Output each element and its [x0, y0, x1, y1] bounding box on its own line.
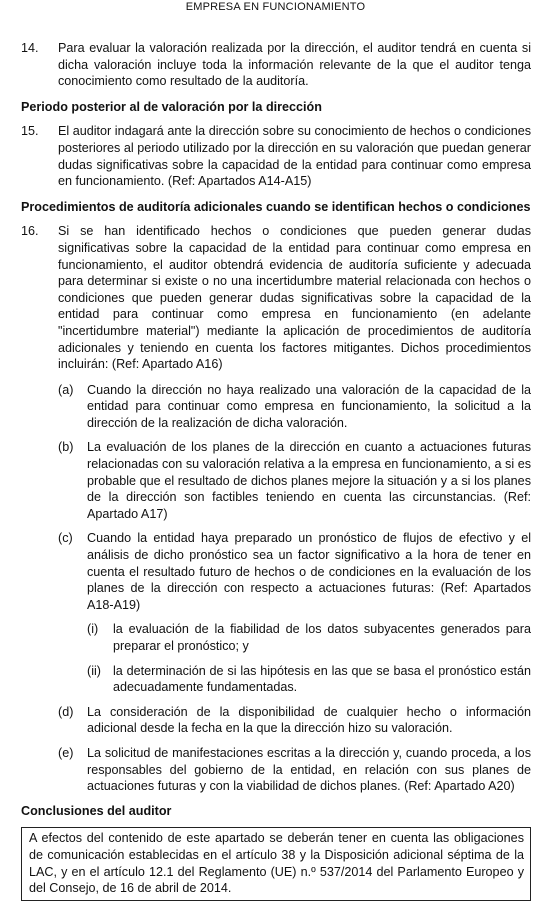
boxed-note: A efectos del contenido de este apartado se deberán tener en cuenta las obligaciones de comunicación establecidas en el artículo 38 y la Disposición adicional séptima de la LAC, y en el artículo 12.1 del Reglamento (UE) n.º 537/2014 del Parlamento Europeo y del Consejo, de 16 de abril de 2014. — [21, 827, 531, 900]
list-item-c-i — [87, 621, 531, 654]
document-body — [21, 40, 531, 901]
list-item-marker: (d) — [58, 704, 74, 719]
list-item-a — [58, 382, 531, 432]
paragraph-text: Si se han identificado hechos o condiciones que pueden generar dudas significativas sobre la capacidad de la entidad para continuar como empresa en funcionamiento, el auditor obtendrá evidencia de auditoría suficiente y adecuada para determinar si existe o no una incertidumbre material relacionada con hechos o condiciones que pueden generar dudas significativas sobre la capacidad de la entidad para continuar como empresa en funcionamiento (en adelante "incertidumbre material") mediante la aplicación de procedimientos de auditoría adicionales y teniendo en cuenta los factores mitigantes. Dichos procedimientos incluirán: (Ref: Apartado A16) — [58, 224, 531, 372]
list-item-text: La solicitud de manifestaciones escritas a la dirección y, cuando proceda, a los responsables del gobierno de la entidad, en relación con sus planes de actuaciones futuras y con la viabilidad de dichos planes. (Ref: Apartado A20) — [87, 745, 531, 794]
section-heading-procedimientos: Procedimientos de auditoría adicionales cuando se identifican hechos o condiciones — [21, 199, 531, 214]
paragraph-number: 16. — [21, 224, 39, 239]
running-header: EMPRESA EN FUNCIONAMIENTO — [185, 1, 366, 13]
list-item-c-ii — [87, 663, 531, 696]
list-item-marker: (a) — [58, 382, 74, 397]
list-item-text: la determinación de si las hipótesis en las que se basa el pronóstico están adecuadamente fundamentadas. — [113, 663, 531, 695]
section-heading-periodo-posterior: Periodo posterior al de valoración por la dirección — [21, 99, 322, 114]
list-item-c — [58, 530, 531, 613]
paragraph-number: 14. — [21, 41, 39, 55]
list-item-marker: (b) — [58, 440, 74, 455]
list-item-d — [58, 704, 531, 737]
list-item-e — [58, 745, 531, 795]
paragraph-text: Para evaluar la valoración realizada por la dirección, el auditor tendrá en cuenta si dicha valoración incluye toda la información relevante de la que el auditor tenga conocimiento como resultado de la auditoría. — [58, 41, 531, 89]
paragraph-number: 15. — [21, 124, 39, 139]
list-item-text: La evaluación de los planes de la dirección en cuanto a actuaciones futuras relacionadas con su valoración relativa a la empresa en funcionamiento, a si es probable que el resultado de dichos planes mejore la situación y a si los planes de la dirección son factibles teniendo en cuenta las circunstancias. (Ref: Apartado A17) — [87, 440, 531, 521]
list-item-text: Cuando la dirección no haya realizado una valoración de la capacidad de la entidad para continuar como empresa en funcionamiento, la solicitud a la dirección de la realización de dicha valoración. — [87, 382, 531, 430]
list-item-marker: (c) — [58, 531, 73, 546]
section-heading-conclusiones: Conclusiones del auditor — [21, 803, 172, 818]
paragraph-14 — [21, 40, 531, 90]
list-item-text: la evaluación de la fiabilidad de los datos subyacentes generados para preparar el pronóstico; y — [113, 622, 531, 653]
list-item-marker: (e) — [58, 745, 74, 760]
paragraph-15 — [21, 123, 531, 189]
list-item-b — [58, 439, 531, 522]
list-item-text: La consideración de la disponibilidad de cualquier hecho o información adicional desde la fecha en la que la dirección hizo su valoración. — [87, 704, 531, 736]
list-item-text: Cuando la entidad haya preparado un pronóstico de flujos de efectivo y el análisis de dicho pronóstico sea un factor significativo a la hora de tener en cuenta el resultado futuro de hechos o de condiciones en la evaluación de los planes de la dirección con respecto a actuaciones futuras: (Ref: Apartados A18-A19) — [87, 531, 531, 612]
list-item-marker: (ii) — [87, 663, 101, 678]
paragraph-text: El auditor indagará ante la dirección sobre su conocimiento de hechos o condiciones posteriores al periodo utilizado por la dirección en su valoración que puedan generar dudas significativas sobre la capacidad de la entidad para continuar como empresa en funcionamiento. (Ref: Apartados A14-A15) — [58, 124, 531, 189]
paragraph-16 — [21, 223, 531, 372]
list-item-marker: (i) — [87, 622, 99, 637]
